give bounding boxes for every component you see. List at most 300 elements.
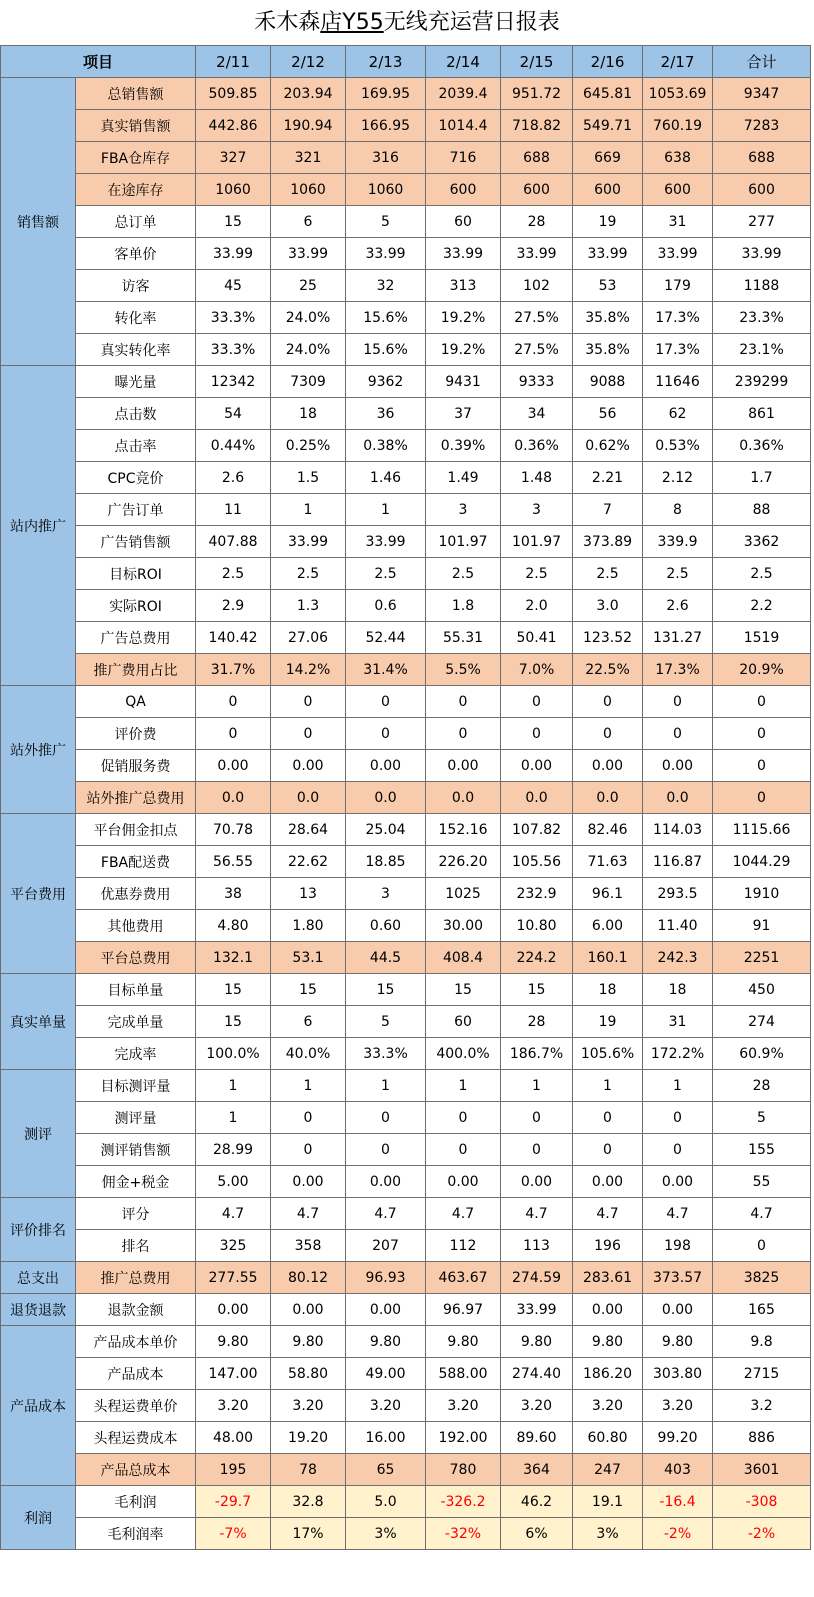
- table-row: [1, 1422, 811, 1454]
- value-cell: 4.7: [426, 1198, 501, 1230]
- value-cell: 0.0: [271, 782, 346, 814]
- value-cell: 7309: [271, 366, 346, 398]
- value-cell: 1: [196, 1070, 271, 1102]
- value-cell: 6: [271, 206, 346, 238]
- value-cell: 3: [426, 494, 501, 526]
- value-cell: 0.44%: [196, 430, 271, 462]
- value-cell: 226.20: [426, 846, 501, 878]
- value-cell: 37: [426, 398, 501, 430]
- value-cell: 0: [271, 718, 346, 750]
- value-cell: 53: [573, 270, 643, 302]
- value-cell: 34: [501, 398, 573, 430]
- value-cell: 274.40: [501, 1358, 573, 1390]
- table-row: [1, 366, 811, 398]
- row-label: 完成单量: [76, 1006, 196, 1038]
- header-date: 2/12: [271, 46, 346, 78]
- total-cell: 1115.66: [713, 814, 811, 846]
- value-cell: 132.1: [196, 942, 271, 974]
- table-row: [1, 750, 811, 782]
- row-label: 优惠券费用: [76, 878, 196, 910]
- value-cell: 2.5: [346, 558, 426, 590]
- total-cell: 88: [713, 494, 811, 526]
- value-cell: 0: [271, 1102, 346, 1134]
- value-cell: 274.59: [501, 1262, 573, 1294]
- value-cell: 9.80: [643, 1326, 713, 1358]
- value-cell: -16.4: [643, 1486, 713, 1518]
- table-row: [1, 1134, 811, 1166]
- value-cell: 2.5: [573, 558, 643, 590]
- value-cell: 9.80: [573, 1326, 643, 1358]
- total-cell: 600: [713, 174, 811, 206]
- total-cell: 1.7: [713, 462, 811, 494]
- table-row: [1, 302, 811, 334]
- table-row: [1, 1294, 811, 1326]
- row-label: 推广总费用: [76, 1262, 196, 1294]
- section-label: 销售额: [1, 78, 76, 366]
- value-cell: -2%: [643, 1518, 713, 1550]
- value-cell: 0: [271, 1134, 346, 1166]
- value-cell: 951.72: [501, 78, 573, 110]
- value-cell: 33.99: [643, 238, 713, 270]
- value-cell: 22.62: [271, 846, 346, 878]
- value-cell: 0.39%: [426, 430, 501, 462]
- value-cell: 6.00: [573, 910, 643, 942]
- value-cell: 0.00: [346, 1294, 426, 1326]
- value-cell: 0: [501, 1102, 573, 1134]
- table-row: [1, 462, 811, 494]
- value-cell: 1.80: [271, 910, 346, 942]
- value-cell: 373.57: [643, 1262, 713, 1294]
- row-label: CPC竞价: [76, 462, 196, 494]
- table-row: [1, 1262, 811, 1294]
- value-cell: 96.1: [573, 878, 643, 910]
- value-cell: 9.80: [346, 1326, 426, 1358]
- table-row: [1, 878, 811, 910]
- value-cell: 339.9: [643, 526, 713, 558]
- value-cell: 46.2: [501, 1486, 573, 1518]
- value-cell: 293.5: [643, 878, 713, 910]
- value-cell: 172.2%: [643, 1038, 713, 1070]
- value-cell: 1: [643, 1070, 713, 1102]
- value-cell: 0: [346, 686, 426, 718]
- value-cell: 32.8: [271, 1486, 346, 1518]
- value-cell: 31.7%: [196, 654, 271, 686]
- value-cell: 107.82: [501, 814, 573, 846]
- value-cell: 3.20: [501, 1390, 573, 1422]
- value-cell: -32%: [426, 1518, 501, 1550]
- value-cell: 509.85: [196, 78, 271, 110]
- value-cell: 0.00: [196, 1294, 271, 1326]
- total-cell: 28: [713, 1070, 811, 1102]
- value-cell: 0.00: [501, 750, 573, 782]
- value-cell: 716: [426, 142, 501, 174]
- value-cell: 7.0%: [501, 654, 573, 686]
- value-cell: 190.94: [271, 110, 346, 142]
- value-cell: 96.97: [426, 1294, 501, 1326]
- total-cell: 0: [713, 686, 811, 718]
- row-label: 广告总费用: [76, 622, 196, 654]
- total-cell: 1044.29: [713, 846, 811, 878]
- value-cell: 18: [643, 974, 713, 1006]
- total-cell: 155: [713, 1134, 811, 1166]
- table-row: [1, 238, 811, 270]
- value-cell: 8: [643, 494, 713, 526]
- total-cell: 5: [713, 1102, 811, 1134]
- total-cell: 165: [713, 1294, 811, 1326]
- title-part-code: 店Y55: [320, 10, 384, 35]
- row-label: 退款金额: [76, 1294, 196, 1326]
- value-cell: 49.00: [346, 1358, 426, 1390]
- row-label: 头程运费成本: [76, 1422, 196, 1454]
- value-cell: 1: [346, 494, 426, 526]
- value-cell: 44.5: [346, 942, 426, 974]
- value-cell: 4.80: [196, 910, 271, 942]
- value-cell: 0.0: [643, 782, 713, 814]
- value-cell: 2.0: [501, 590, 573, 622]
- value-cell: 0.0: [426, 782, 501, 814]
- value-cell: 19.2%: [426, 302, 501, 334]
- value-cell: 364: [501, 1454, 573, 1486]
- value-cell: 33.3%: [346, 1038, 426, 1070]
- header-date: 2/14: [426, 46, 501, 78]
- header-total: 合计: [713, 46, 811, 78]
- value-cell: 33.99: [501, 1294, 573, 1326]
- value-cell: 0.0: [346, 782, 426, 814]
- row-label: 目标测评量: [76, 1070, 196, 1102]
- value-cell: 325: [196, 1230, 271, 1262]
- row-label: 在途库存: [76, 174, 196, 206]
- value-cell: 169.95: [346, 78, 426, 110]
- value-cell: 3: [501, 494, 573, 526]
- value-cell: 58.80: [271, 1358, 346, 1390]
- value-cell: 15: [426, 974, 501, 1006]
- table-row: [1, 1230, 811, 1262]
- value-cell: 60.80: [573, 1422, 643, 1454]
- table-row: [1, 430, 811, 462]
- title-part-report: 无线充运营日报表: [383, 10, 560, 35]
- row-label: 毛利润: [76, 1486, 196, 1518]
- value-cell: 9.80: [501, 1326, 573, 1358]
- value-cell: 0.38%: [346, 430, 426, 462]
- value-cell: 0.00: [271, 1166, 346, 1198]
- value-cell: -29.7: [196, 1486, 271, 1518]
- value-cell: 1.46: [346, 462, 426, 494]
- row-label: 头程运费单价: [76, 1390, 196, 1422]
- value-cell: 160.1: [573, 942, 643, 974]
- value-cell: 105.6%: [573, 1038, 643, 1070]
- value-cell: 30.00: [426, 910, 501, 942]
- value-cell: 33.99: [426, 238, 501, 270]
- value-cell: 5: [346, 1006, 426, 1038]
- section-label: 测评: [1, 1070, 76, 1198]
- value-cell: 15: [196, 974, 271, 1006]
- value-cell: -326.2: [426, 1486, 501, 1518]
- row-label: 佣金+税金: [76, 1166, 196, 1198]
- value-cell: 0.00: [573, 1294, 643, 1326]
- row-label: 真实转化率: [76, 334, 196, 366]
- value-cell: 105.56: [501, 846, 573, 878]
- value-cell: 3: [346, 878, 426, 910]
- table-row: [1, 942, 811, 974]
- value-cell: 0: [643, 718, 713, 750]
- value-cell: 2.5: [196, 558, 271, 590]
- table-row: [1, 1038, 811, 1070]
- value-cell: 0.00: [271, 750, 346, 782]
- value-cell: 0.53%: [643, 430, 713, 462]
- value-cell: 33.99: [271, 238, 346, 270]
- value-cell: 247: [573, 1454, 643, 1486]
- value-cell: 327: [196, 142, 271, 174]
- table-row: [1, 686, 811, 718]
- value-cell: 15: [501, 974, 573, 1006]
- table-row: [1, 1166, 811, 1198]
- table-row: [1, 846, 811, 878]
- total-cell: 9347: [713, 78, 811, 110]
- value-cell: 1: [573, 1070, 643, 1102]
- value-cell: 0: [346, 1134, 426, 1166]
- value-cell: 2.21: [573, 462, 643, 494]
- value-cell: 25: [271, 270, 346, 302]
- value-cell: 60: [426, 206, 501, 238]
- row-label: 访客: [76, 270, 196, 302]
- value-cell: 1.5: [271, 462, 346, 494]
- table-row: [1, 910, 811, 942]
- table-row: [1, 1198, 811, 1230]
- value-cell: 2.5: [501, 558, 573, 590]
- value-cell: 70.78: [196, 814, 271, 846]
- value-cell: 7: [573, 494, 643, 526]
- row-label: 广告销售额: [76, 526, 196, 558]
- table-row: [1, 1390, 811, 1422]
- report-title: [0, 0, 814, 45]
- row-label: 站外推广总费用: [76, 782, 196, 814]
- row-label: FBA配送费: [76, 846, 196, 878]
- value-cell: 5: [346, 206, 426, 238]
- value-cell: 18: [573, 974, 643, 1006]
- value-cell: 28: [501, 1006, 573, 1038]
- value-cell: 31.4%: [346, 654, 426, 686]
- row-label: 评价费: [76, 718, 196, 750]
- row-label: 目标ROI: [76, 558, 196, 590]
- table-row: [1, 494, 811, 526]
- value-cell: 27.06: [271, 622, 346, 654]
- value-cell: 0.00: [346, 1166, 426, 1198]
- value-cell: 0.00: [643, 1294, 713, 1326]
- value-cell: 56.55: [196, 846, 271, 878]
- value-cell: 303.80: [643, 1358, 713, 1390]
- total-cell: 450: [713, 974, 811, 1006]
- value-cell: 718.82: [501, 110, 573, 142]
- row-label: 点击率: [76, 430, 196, 462]
- value-cell: 31: [643, 206, 713, 238]
- total-cell: 0: [713, 750, 811, 782]
- value-cell: 760.19: [643, 110, 713, 142]
- value-cell: 33.99: [501, 238, 573, 270]
- value-cell: 17.3%: [643, 334, 713, 366]
- value-cell: 27.5%: [501, 334, 573, 366]
- value-cell: 82.46: [573, 814, 643, 846]
- value-cell: 112: [426, 1230, 501, 1262]
- table-row: [1, 1454, 811, 1486]
- value-cell: 19.2%: [426, 334, 501, 366]
- value-cell: 1014.4: [426, 110, 501, 142]
- value-cell: 0: [643, 1134, 713, 1166]
- value-cell: 0: [426, 718, 501, 750]
- section-label: 退货退款: [1, 1294, 76, 1326]
- value-cell: 55.31: [426, 622, 501, 654]
- total-cell: 861: [713, 398, 811, 430]
- value-cell: 1: [426, 1070, 501, 1102]
- row-label: 其他费用: [76, 910, 196, 942]
- row-label: 点击数: [76, 398, 196, 430]
- value-cell: 9333: [501, 366, 573, 398]
- value-cell: 4.7: [271, 1198, 346, 1230]
- value-cell: 1053.69: [643, 78, 713, 110]
- value-cell: 19: [573, 206, 643, 238]
- row-label: 产品总成本: [76, 1454, 196, 1486]
- table-row: [1, 654, 811, 686]
- value-cell: 96.93: [346, 1262, 426, 1294]
- value-cell: 403: [643, 1454, 713, 1486]
- table-row: [1, 1070, 811, 1102]
- header-date: 2/15: [501, 46, 573, 78]
- value-cell: 116.87: [643, 846, 713, 878]
- value-cell: 203.94: [271, 78, 346, 110]
- value-cell: 0: [501, 1134, 573, 1166]
- value-cell: 0.25%: [271, 430, 346, 462]
- total-cell: 1188: [713, 270, 811, 302]
- value-cell: 192.00: [426, 1422, 501, 1454]
- value-cell: -7%: [196, 1518, 271, 1550]
- value-cell: 277.55: [196, 1262, 271, 1294]
- value-cell: 99.20: [643, 1422, 713, 1454]
- row-label: QA: [76, 686, 196, 718]
- value-cell: 0.36%: [501, 430, 573, 462]
- value-cell: 9362: [346, 366, 426, 398]
- value-cell: 17.3%: [643, 654, 713, 686]
- total-cell: -2%: [713, 1518, 811, 1550]
- value-cell: 14.2%: [271, 654, 346, 686]
- value-cell: 0.00: [573, 1166, 643, 1198]
- value-cell: 71.63: [573, 846, 643, 878]
- value-cell: 0: [196, 718, 271, 750]
- row-label: 产品成本: [76, 1358, 196, 1390]
- row-label: 完成率: [76, 1038, 196, 1070]
- value-cell: 89.60: [501, 1422, 573, 1454]
- value-cell: 2039.4: [426, 78, 501, 110]
- value-cell: 28.99: [196, 1134, 271, 1166]
- value-cell: 0.00: [501, 1166, 573, 1198]
- value-cell: 3.20: [346, 1390, 426, 1422]
- value-cell: 1025: [426, 878, 501, 910]
- total-cell: 2251: [713, 942, 811, 974]
- value-cell: 0: [643, 1102, 713, 1134]
- value-cell: 780: [426, 1454, 501, 1486]
- table-row: [1, 1358, 811, 1390]
- value-cell: 166.95: [346, 110, 426, 142]
- value-cell: 0: [501, 718, 573, 750]
- row-label: 广告订单: [76, 494, 196, 526]
- value-cell: 2.6: [196, 462, 271, 494]
- value-cell: 2.5: [426, 558, 501, 590]
- value-cell: 4.7: [346, 1198, 426, 1230]
- value-cell: 3.20: [643, 1390, 713, 1422]
- value-cell: 0.0: [573, 782, 643, 814]
- table-row: [1, 782, 811, 814]
- value-cell: 131.27: [643, 622, 713, 654]
- value-cell: 1.8: [426, 590, 501, 622]
- row-label: FBA仓库存: [76, 142, 196, 174]
- value-cell: 33.99: [573, 238, 643, 270]
- value-cell: 1: [196, 1102, 271, 1134]
- value-cell: 242.3: [643, 942, 713, 974]
- value-cell: 113: [501, 1230, 573, 1262]
- value-cell: 19: [573, 1006, 643, 1038]
- section-label: 真实单量: [1, 974, 76, 1070]
- value-cell: 17.3%: [643, 302, 713, 334]
- value-cell: 2.12: [643, 462, 713, 494]
- value-cell: 11: [196, 494, 271, 526]
- value-cell: 102: [501, 270, 573, 302]
- value-cell: 15: [271, 974, 346, 1006]
- table-row: [1, 270, 811, 302]
- total-cell: -308: [713, 1486, 811, 1518]
- value-cell: 140.42: [196, 622, 271, 654]
- table-row: [1, 814, 811, 846]
- value-cell: 5.0: [346, 1486, 426, 1518]
- value-cell: 0.6: [346, 590, 426, 622]
- value-cell: 28.64: [271, 814, 346, 846]
- value-cell: 9.80: [426, 1326, 501, 1358]
- value-cell: 600: [501, 174, 573, 206]
- total-cell: 2.5: [713, 558, 811, 590]
- value-cell: 2.6: [643, 590, 713, 622]
- header-item: 项目: [1, 46, 196, 78]
- row-label: 客单价: [76, 238, 196, 270]
- header-date: 2/17: [643, 46, 713, 78]
- value-cell: 207: [346, 1230, 426, 1262]
- value-cell: 0: [271, 686, 346, 718]
- value-cell: 2.5: [271, 558, 346, 590]
- value-cell: 17%: [271, 1518, 346, 1550]
- value-cell: 38: [196, 878, 271, 910]
- value-cell: 15: [346, 974, 426, 1006]
- table-row: [1, 526, 811, 558]
- row-label: 评分: [76, 1198, 196, 1230]
- value-cell: 224.2: [501, 942, 573, 974]
- value-cell: 15.6%: [346, 302, 426, 334]
- value-cell: 40.0%: [271, 1038, 346, 1070]
- value-cell: 1: [271, 494, 346, 526]
- total-cell: 3.2: [713, 1390, 811, 1422]
- value-cell: 0.0: [501, 782, 573, 814]
- total-cell: 33.99: [713, 238, 811, 270]
- value-cell: 123.52: [573, 622, 643, 654]
- header-date: 2/13: [346, 46, 426, 78]
- value-cell: 27.5%: [501, 302, 573, 334]
- value-cell: 36: [346, 398, 426, 430]
- value-cell: 0.00: [271, 1294, 346, 1326]
- value-cell: 321: [271, 142, 346, 174]
- table-row: [1, 398, 811, 430]
- value-cell: 0.00: [426, 750, 501, 782]
- value-cell: 5.00: [196, 1166, 271, 1198]
- value-cell: 0.00: [426, 1166, 501, 1198]
- value-cell: 12342: [196, 366, 271, 398]
- value-cell: 4.7: [643, 1198, 713, 1230]
- total-cell: 688: [713, 142, 811, 174]
- value-cell: 1060: [271, 174, 346, 206]
